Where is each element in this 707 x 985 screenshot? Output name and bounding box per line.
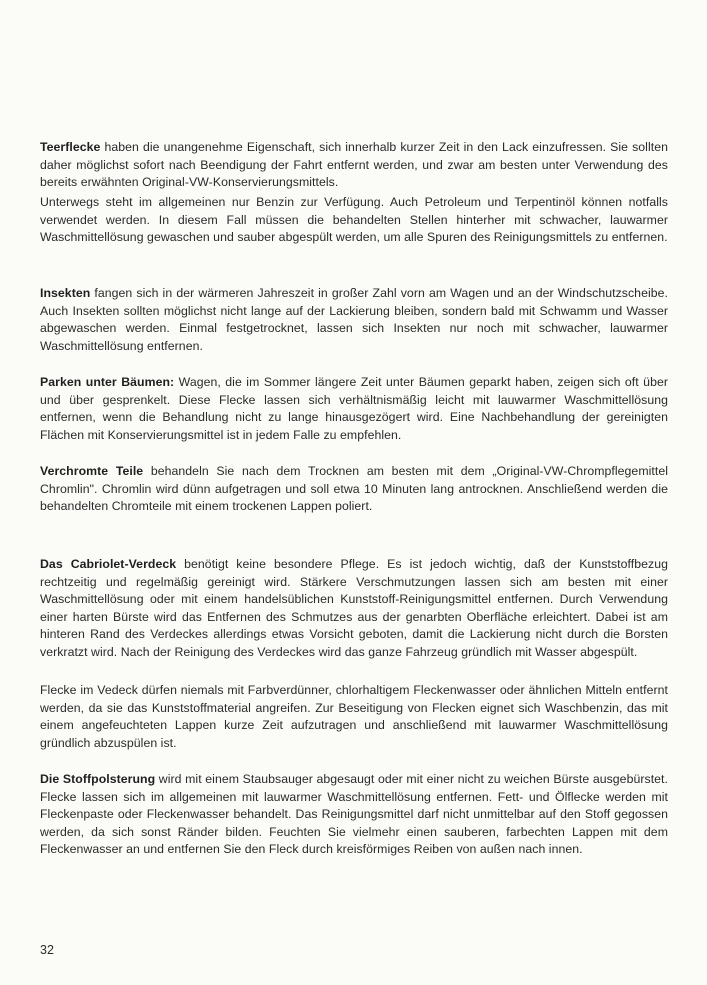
paragraph-text: wird mit einem Staubsauger abgesaugt oder mit einer nicht zu weichen Bürste ausgebürstet. Flecke lassen sich im allgemeinen mit lauwarmer Waschmittellösung entfernen. Fett- und Ölflecke werden mit Fleckenpaste oder Fleckenwasser behandelt. Das Reinigungsmittel darf nicht unmittelbar auf den Stoff gegossen werden, da sich sonst Ränder bilden. Feuchten Sie vielmehr einen sauberen, farbechten Lappen mit dem Fleckenwasser an und entfernen Sie den Fleck durch kreisförmiges Reiben von außen nach innen. [40, 772, 668, 857]
paragraph-stoffpolsterung [40, 771, 668, 859]
paragraph-text: fangen sich in der wärmeren Jahreszeit in großer Zahl vorn am Wagen und an der Windschutzscheibe. Auch Insekten sollten möglichst nicht lange auf der Lackierung bleiben, sondern bald mit Schwamm und Wasser abgewaschen werden. Einmal festgetrocknet, lassen sich Insekten nur noch mit schwacher, lauwarmer Waschmittellösung entfernen. [40, 286, 668, 353]
page-number: 32 [40, 943, 54, 957]
paragraph-heading: Das Cabriolet-Verdeck [40, 557, 177, 571]
paragraph-text: Wagen, die im Sommer längere Zeit unter Bäumen geparkt haben, zeigen sich oft über und über gesprenkelt. Diese Flecke lassen sich verhältnismäßig leicht mit lauwarmer Waschmittellösung entfernen, wenn die Behandlung nicht zu lange hinausgezögert wird. Eine Nachbehandlung der gereinigten Flächen mit Konservierungsmittel ist in jedem Falle zu empfehlen. [40, 375, 668, 442]
paragraph-text: behandeln Sie nach dem Trocknen am besten mit dem „Original-VW-Chrompflegemittel Chromlin". Chromlin wird dünn aufgetragen und soll etwa 10 Minuten lang antrocknen. Anschließend werden die behandelten Chromteile mit einem trockenen Lappen poliert. [40, 464, 668, 514]
paragraph-unterwegs [40, 194, 668, 247]
paragraph-insekten [40, 285, 668, 355]
paragraph-text: Unterwegs steht im allgemeinen nur Benzin zur Verfügung. Auch Petroleum und Terpentinöl können notfalls verwendet werden. In diesem Fall müssen die behandelten Stellen hinterher mit schwacher, lauwarmer Waschmittellösung gewaschen und sauber abgespült werden, um alle Spuren des Reinigungsmittels zu entfernen. [40, 195, 668, 245]
paragraph-text: haben die unangenehme Eigenschaft, sich innerhalb kurzer Zeit in den Lack einzufressen. Sie sollten daher möglichst sofort nach Beendigung der Fahrt entfernt werden, und zwar am besten unter Verwendung des bereits erwähnten Original-VW-Konservierungsmittels. [40, 140, 668, 190]
paragraph-heading: Parken unter Bäumen: [40, 375, 175, 389]
document-page [40, 0, 670, 985]
paragraph-heading: Insekten [40, 286, 91, 300]
paragraph-heading: Die Stoffpolsterung [40, 772, 156, 786]
paragraph-heading: Verchromte Teile [40, 464, 144, 478]
paragraph-heading: Teerflecke [40, 140, 101, 154]
paragraph-flecke-im-verdeck [40, 682, 668, 752]
paragraph-cabriolet-verdeck [40, 556, 668, 662]
paragraph-parken-unter-baeumen [40, 374, 668, 444]
paragraph-text: Flecke im Vedeck dürfen niemals mit Farbverdünner, chlorhaltigem Fleckenwasser oder ähnlichen Mitteln entfernt werden, da sie das Kunststoffmaterial angreifen. Zur Beseitigung von Flecken eignet sich Waschbenzin, das mit einem angefeuchteten Lappen kurze Zeit aufzutragen und anschließend mit lauwarmer Waschmittellösung gründlich abzuspülen ist. [40, 683, 668, 750]
paragraph-teerflecke [40, 139, 668, 192]
paragraph-verchromte-teile [40, 463, 668, 516]
paragraph-text: benötigt keine besondere Pflege. Es ist jedoch wichtig, daß der Kunststoffbezug rechtzeitig und regelmäßig gereinigt wird. Stärkere Verschmutzungen lassen sich am besten mit einer Waschmittellösung oder mit einem handelsüblichen Kunststoff-Reinigungsmittel entfernen. Durch Verwendung einer harten Bürste wird das Entfernen des Schmutzes aus der genarbten Oberfläche erleichtert. Dabei ist am hinteren Rand des Verdeckes allerdings etwas Vorsicht geboten, damit die Lackierung nicht durch die Borsten verkratzt wird. Nach der Reinigung des Verdeckes wird das ganze Fahrzeug gründlich mit Wasser abgespült. [40, 557, 669, 659]
